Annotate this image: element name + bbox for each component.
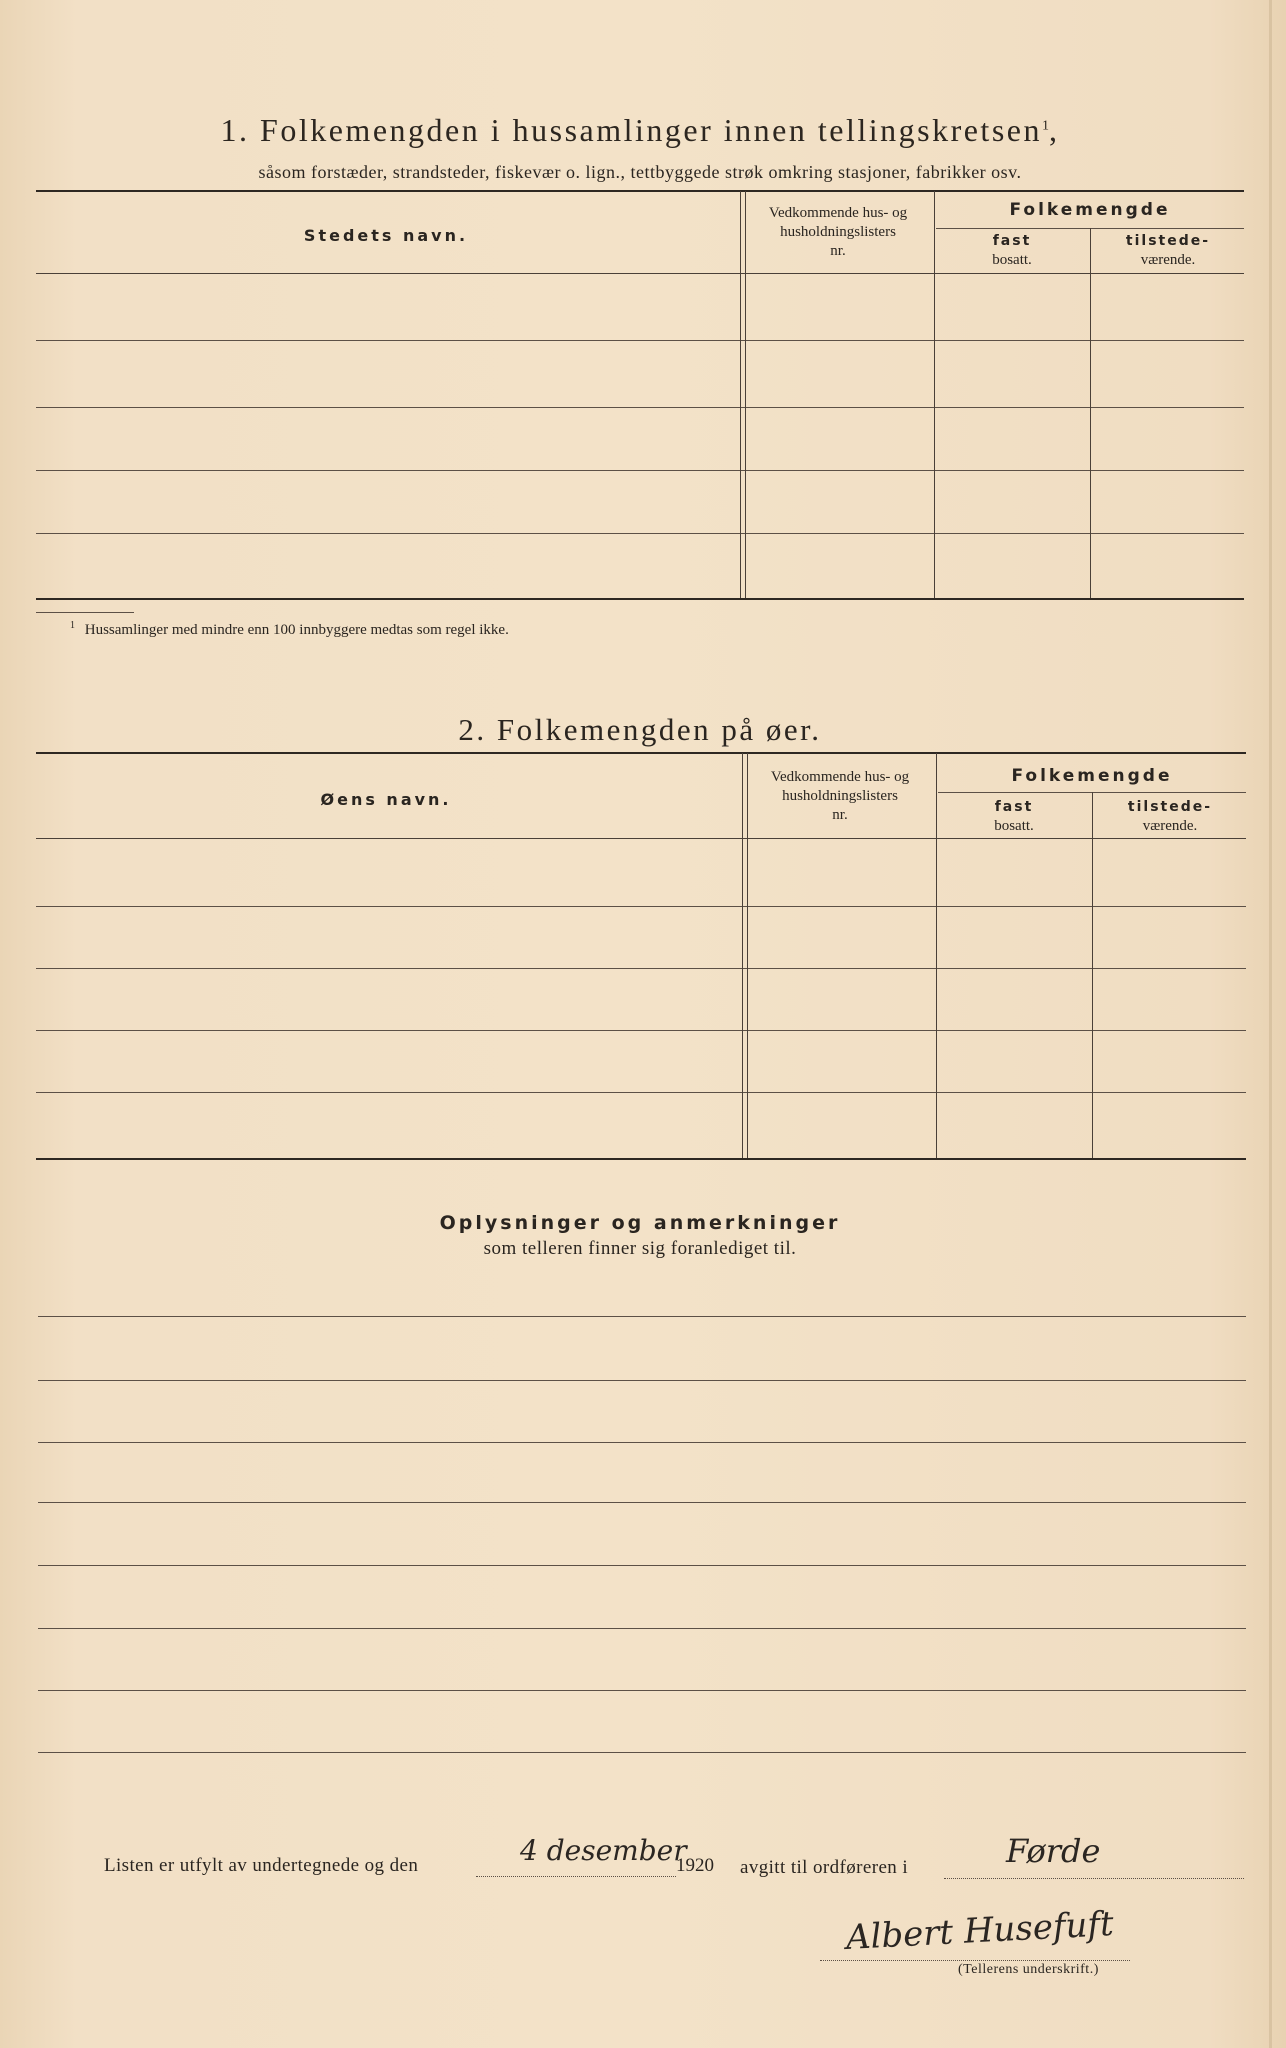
section1-col-divider [1090,228,1091,598]
section1-header-rule [36,273,1244,274]
footer-text-before: Listen er utfylt av undertegnede og den [104,1855,419,1876]
section2-col-divider [1092,792,1093,1158]
section1-title-sup: 1 [1041,118,1049,134]
section2-col-fast-line1: fast [994,799,1034,815]
section1-row-rule [36,340,1244,341]
section2-col-list-line2: husholdningslisters [782,788,898,804]
section1-col-tilstede-line2: værende. [1140,252,1196,268]
remarks-line [38,1690,1246,1691]
section2-col-divider [742,753,743,1158]
remarks-title: Oplysninger og anmerkninger [439,1212,841,1234]
section1-title [60,112,1220,149]
section1-col-list-line3: nr. [830,243,846,259]
section1-col-group: Folkemengde [1009,200,1171,220]
section2-col-place: Øens navn. [320,790,452,809]
section1-col-list [742,204,934,261]
footer-year: 1920 [676,1855,714,1876]
section1-top-rule [36,190,1244,192]
section1-col-fast-line2: bosatt. [992,252,1032,268]
section1-col-divider [740,191,741,598]
section1-title-text: 1. Folkemengden i hussamlinger innen tellingskretsen [220,112,1042,148]
date-fill-line [476,1876,676,1877]
section1-subtitle: såsom forstæder, strandsteder, fiskevær o. lign., tettbyggede strøk omkring stasjoner, fabrikker osv. [258,162,1022,182]
section1-footnote-mark: 1 [70,620,75,631]
signature-line [820,1960,1130,1961]
place-fill-line [944,1878,1244,1879]
section1-bottom-rule [36,598,1244,600]
section2-col-tilstede-line2: værende. [1142,818,1198,834]
section2-bottom-rule [36,1158,1246,1160]
date-handwritten: 4 desember [520,1834,687,1867]
place-handwritten: Førde [1006,1832,1101,1870]
section2-col-group: Folkemengde [1011,766,1173,786]
section1-footnote [70,620,509,639]
section1-col-tilstede-line1: tilstede- [1125,233,1211,249]
section1-col-tilstede [1092,232,1244,270]
section1-row-rule [36,533,1244,534]
section2-col-tilstede [1094,798,1246,836]
section2-row-rule [36,968,1246,969]
section2-row-rule [36,1030,1246,1031]
section1-row-rule [36,470,1244,471]
footer-text-mid: avgitt til ordføreren i [740,1857,909,1878]
signature-caption: (Tellerens underskrift.) [958,1962,1099,1977]
section1-title-end: , [1048,112,1060,148]
section2-title: 2. Folkemengden på øer. [458,712,822,747]
section1-col-divider [745,191,746,598]
section1-footnote-text: Hussamlinger med mindre enn 100 innbyggere medtas som regel ikke. [84,622,509,638]
section2-col-tilstede-line1: tilstede- [1127,799,1213,815]
section2-col-list-line3: nr. [832,807,848,823]
section2-top-rule [36,752,1246,754]
section2-col-divider [747,753,748,1158]
section2-col-list-line1: Vedkommende hus- og [770,769,910,785]
remarks-line [38,1316,1246,1317]
section2-col-fast [938,798,1090,836]
page-edge [1269,0,1272,2048]
remarks-line [38,1628,1246,1629]
remarks-line [38,1752,1246,1753]
remarks-line [38,1565,1246,1566]
remarks-line [38,1380,1246,1381]
section1-col-fast [936,232,1088,270]
section1-col-fast-line1: fast [992,233,1032,249]
section1-col-list-line1: Vedkommende hus- og [768,205,908,221]
section1-col-list-line2: husholdningslisters [780,224,896,240]
section1-col-divider [934,191,935,598]
section2-row-rule [36,906,1246,907]
remarks-line [38,1442,1246,1443]
section1-col-place: Stedets navn. [303,226,469,245]
remarks-subtitle: som telleren finner sig foranlediget til. [483,1238,797,1259]
section2-row-rule [36,1092,1246,1093]
section2-col-list [744,768,936,825]
section1-row-rule [36,407,1244,408]
footnote-rule [36,612,134,613]
signature: Albert Husefuft [844,1904,1115,1958]
remarks-line [38,1502,1246,1503]
section2-col-fast-line2: bosatt. [994,818,1034,834]
section2-header-rule [36,838,1246,839]
section2-col-divider [936,753,937,1158]
